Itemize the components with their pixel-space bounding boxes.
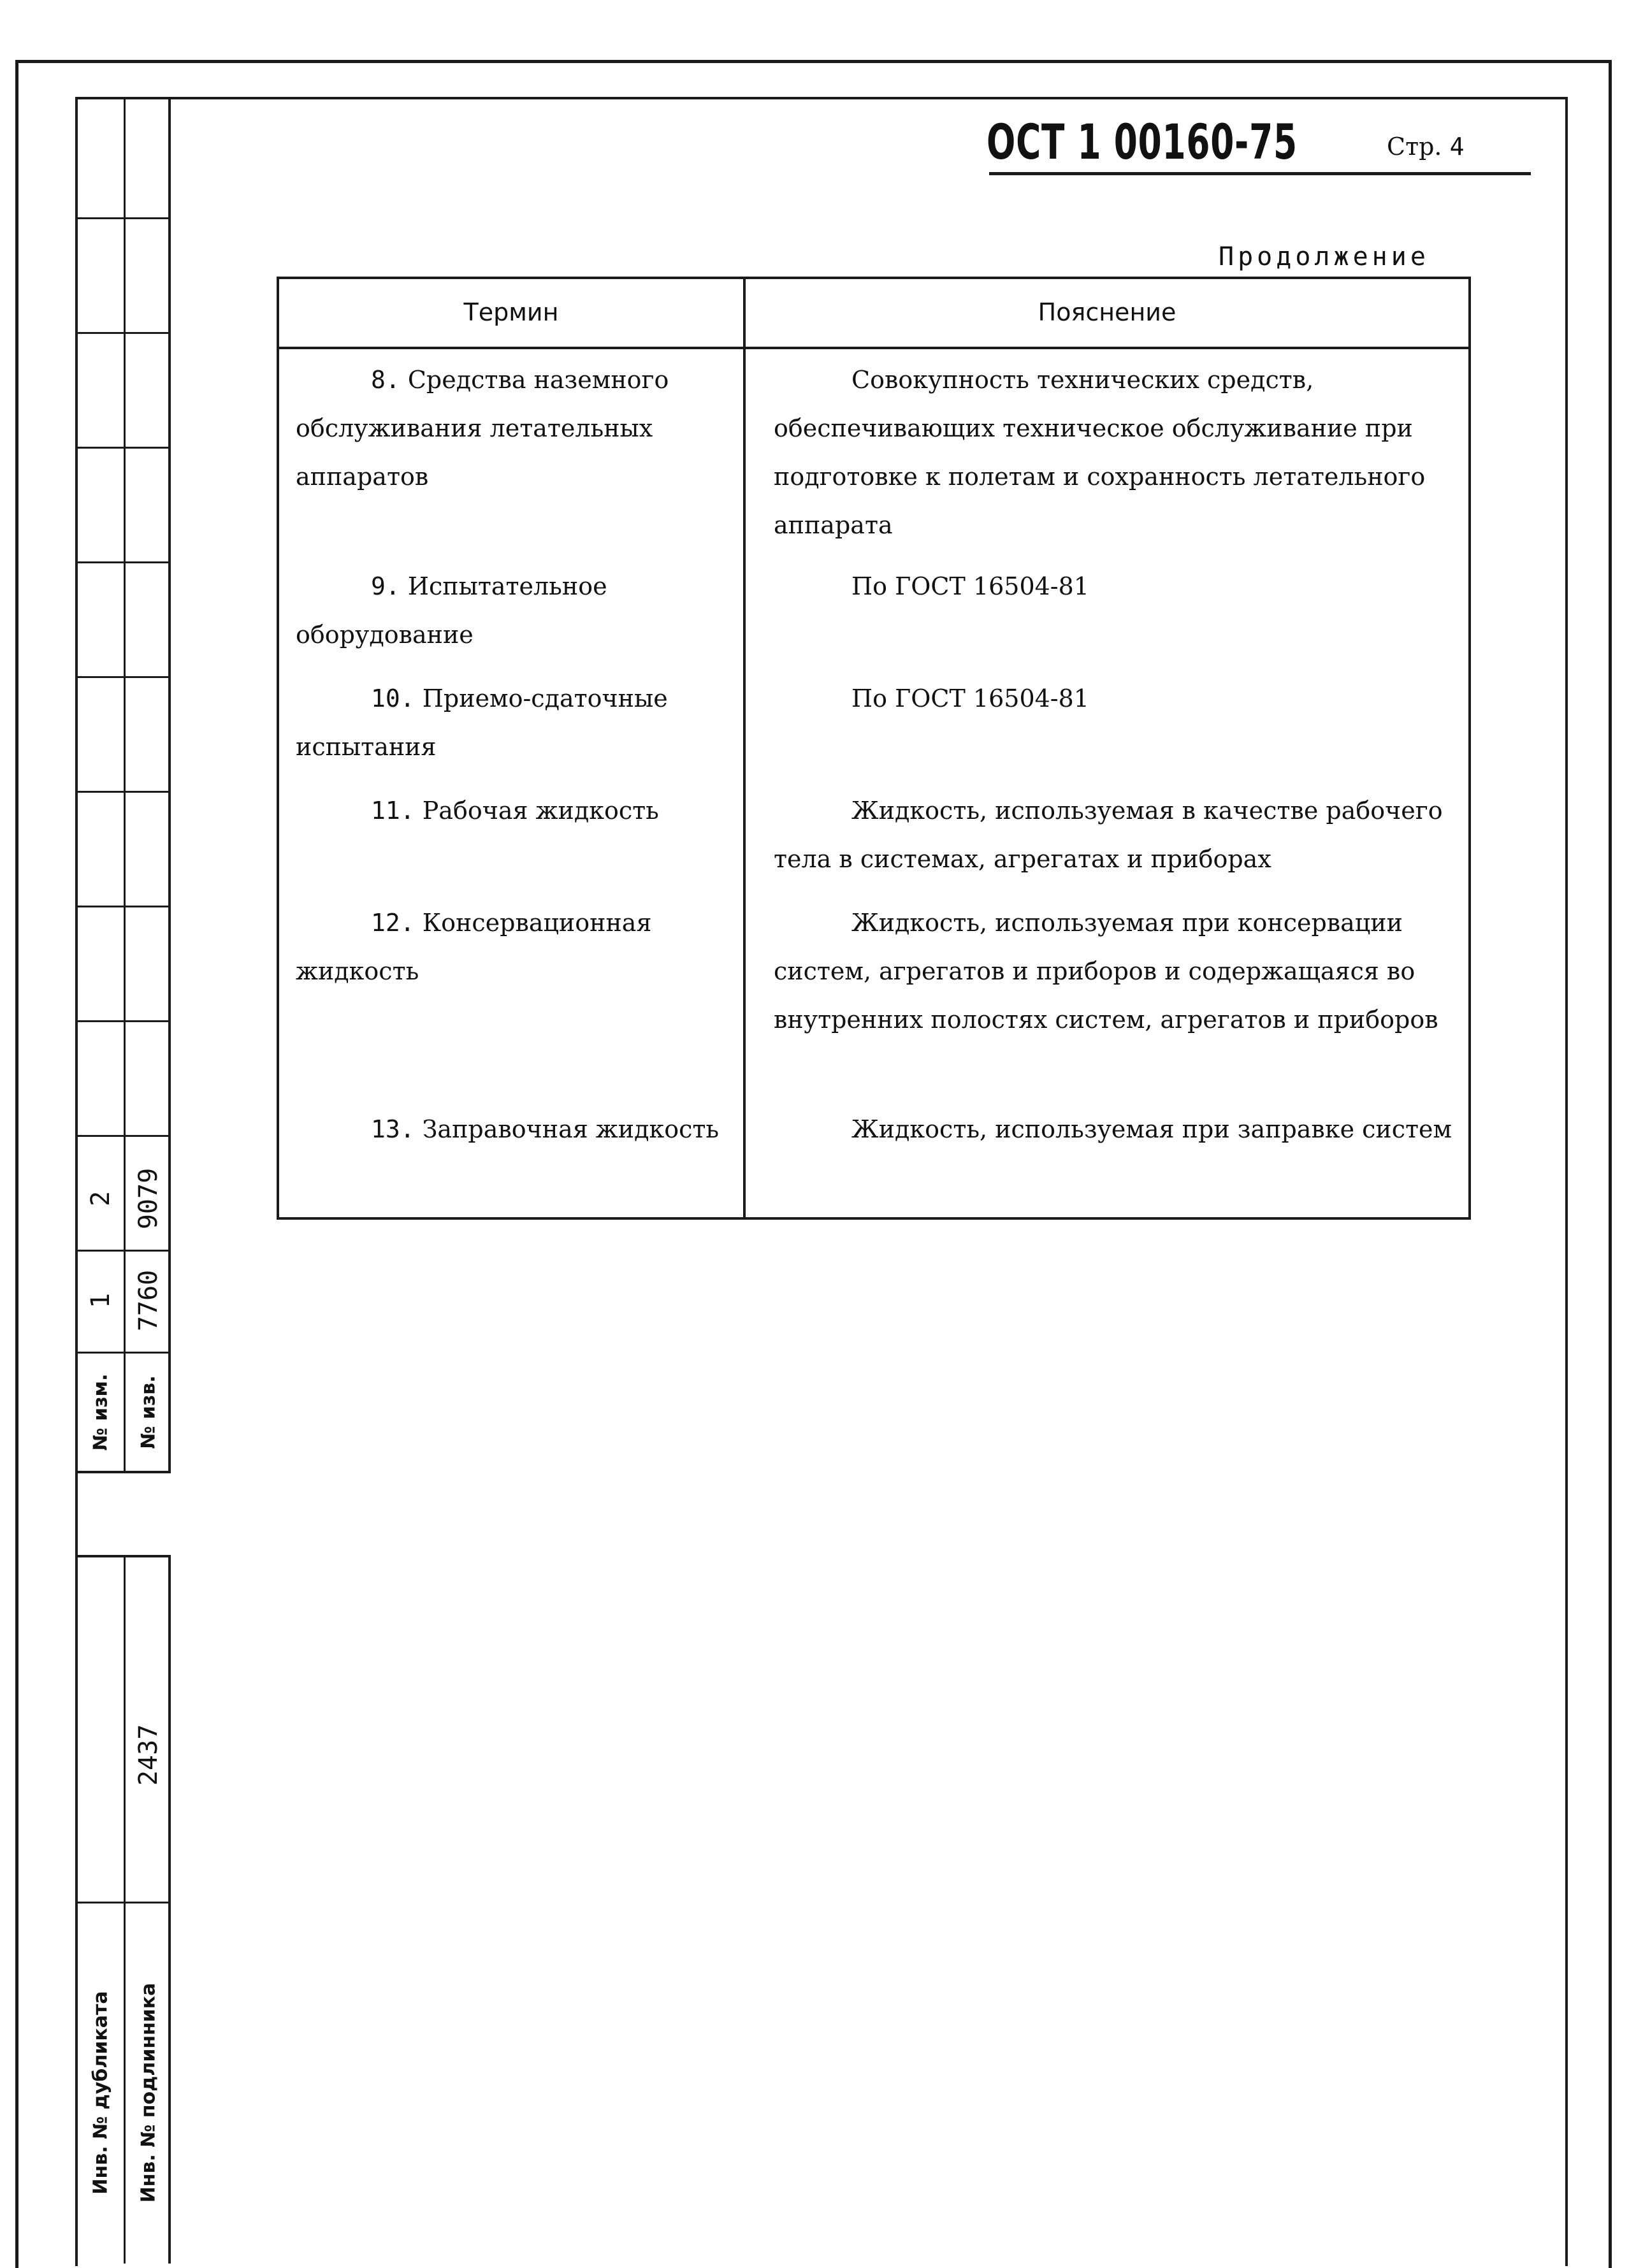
term-number: 11. [371, 797, 415, 825]
explanation-cell: Совокупность технических средств, обеспечивающих техническое обслуживание при подготовке к полетам и сохранность летательного аппарата [774, 366, 1433, 539]
notice-no-label: № изв. [137, 1375, 160, 1449]
column-header-explanation: Пояснение [1038, 298, 1176, 326]
term-number: 10. [371, 684, 415, 712]
explanation-cell: По ГОСТ 16504-81 [851, 572, 1089, 600]
change-registry-strip [75, 97, 171, 1473]
page-label [1387, 133, 1465, 161]
page-label-text: Стр. [1387, 133, 1442, 161]
column-header-term: Термин [463, 298, 559, 326]
term-text: Средства наземного обслуживания летательных аппаратов [296, 366, 677, 491]
term-text: Заправочная жидкость [422, 1115, 720, 1143]
term-text: Испытательное оборудование [296, 572, 615, 649]
term-number: 9. [371, 572, 400, 600]
header-rule [989, 172, 1531, 175]
notice-number-1: 7760 [134, 1269, 163, 1332]
continuation-label: Продолжение [1219, 242, 1429, 271]
term-number: 8. [371, 366, 400, 394]
explanation-cell: Жидкость, используемая в качестве рабочего тела в системах, агрегатах и приборах [774, 797, 1451, 873]
inventory-strip [75, 1555, 171, 2264]
term-cell [296, 786, 735, 835]
original-inventory-label: Инв. № подлинника [137, 1983, 160, 2203]
term-text: Рабочая жидкость [422, 797, 659, 825]
term-cell [296, 1105, 735, 1153]
term-text: Консервационная жидкость [296, 909, 660, 985]
change-number-1: 1 [86, 1292, 115, 1309]
terms-table [277, 277, 1471, 1220]
term-cell [296, 674, 735, 771]
change-no-label: № изм. [89, 1373, 112, 1451]
page-number: 4 [1449, 133, 1465, 161]
original-inventory-number: 2437 [134, 1724, 163, 1786]
term-cell [296, 562, 735, 659]
explanation-cell: По ГОСТ 16504-81 [851, 684, 1089, 712]
term-text: Приемо-сдаточные испытания [296, 684, 676, 761]
duplicate-inventory-label: Инв. № дубликата [89, 1991, 112, 2195]
term-cell [296, 356, 735, 501]
term-cell [296, 899, 735, 995]
explanation-cell: Жидкость, используемая при консервации систем, агрегатов и приборов и содержащаяся во внутренних полостях систем, агрегатов и приборов [774, 909, 1438, 1034]
term-number: 13. [371, 1115, 415, 1143]
notice-number-2: 9079 [134, 1167, 163, 1230]
term-number: 12. [371, 909, 415, 937]
change-number-2: 2 [86, 1190, 115, 1207]
explanation-cell: Жидкость, используемая при заправке систем [851, 1115, 1452, 1143]
document-code: ОСТ 1 00160-75 [987, 113, 1298, 170]
